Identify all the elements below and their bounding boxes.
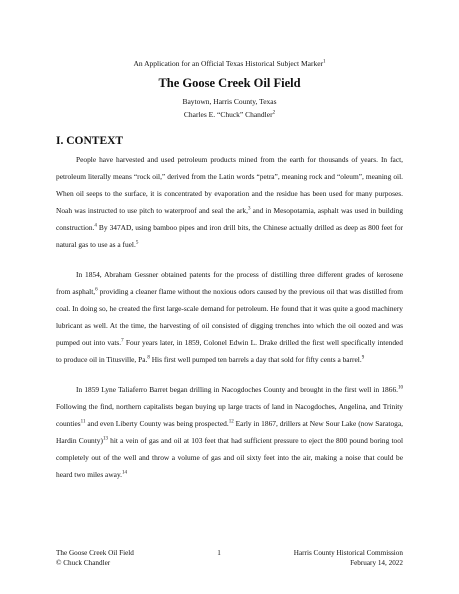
paragraph-text: Four years later, in 1859, Colonel Edwin L. Drake drilled the first well specifically intended to produce oil in Titusville, Pa. bbox=[56, 338, 403, 364]
paragraph-text: and in Mesopotamia, asphalt was used in building construction. bbox=[56, 206, 403, 232]
footer-organization: Harris County Historical Commission bbox=[293, 549, 403, 557]
subject-line bbox=[40, 59, 419, 68]
location-line: Baytown, Harris County, Texas bbox=[182, 97, 277, 106]
footnote-ref[interactable]: 1 bbox=[323, 59, 326, 65]
footer-doc-title: The Goose Creek Oil Field bbox=[56, 549, 134, 557]
footnote-ref[interactable]: 14 bbox=[122, 470, 128, 476]
paragraph-text: His first well pumped ten barrels a day that sold for fifty cents a barrel. bbox=[149, 355, 362, 364]
footnote-ref[interactable]: 8 bbox=[147, 355, 150, 361]
paragraph bbox=[56, 381, 403, 483]
paragraph-text: Following the find, northern capitalists began buying up large tracts of land in Nacogdoches, Angelina, and Trinity counties bbox=[56, 402, 403, 428]
page-number: 1 bbox=[217, 549, 221, 557]
footnote-ref[interactable]: 6 bbox=[95, 287, 98, 293]
paragraph bbox=[56, 151, 403, 253]
footer-date: February 14, 2022 bbox=[350, 559, 403, 567]
paragraph bbox=[56, 266, 403, 368]
footnote-ref[interactable]: 10 bbox=[398, 385, 403, 391]
paragraph-text: People have harvested and used petroleum products mined from the earth for thousands of years. In fact, petroleum literally means “rock oil,” derived from the Latin words “petra”, meaning rock and “oleum”, meaning oil. When oil seeps to the surface, it is concentrated by evaporation and the residue has been used for many purposes. Noah was instructed to use pitch to waterproof and seal the ark, bbox=[56, 155, 403, 215]
paragraph-text: hit a vein of gas and oil at 103 feet that had sufficient pressure to eject the 800 pound boring tool completely out of the well and throw a volume of gas and oil sixty feet into the air, making a noise that could be heard two miles away. bbox=[56, 436, 403, 479]
footnote-ref[interactable]: 7 bbox=[121, 338, 124, 344]
footnote-ref[interactable]: 4 bbox=[94, 223, 97, 229]
paragraph-text: In 1859 Lyne Taliaferro Barret began drilling in Nacogdoches County and brought in the first well in 1866. bbox=[76, 385, 398, 394]
footer-copyright: © Chuck Chandler bbox=[56, 559, 111, 567]
document-body bbox=[56, 151, 403, 496]
footer-right bbox=[294, 548, 403, 568]
paragraph-text: and even Liberty County was being prospected. bbox=[85, 419, 229, 428]
paragraph-text: providing a cleaner flame without the noxious odors caused by the previous oil that was distilled from coal. In doing so, he created the first large-scale demand for petroleum. He found that it was quite a good machinery lubricant as well. At the time, the harvesting of oil consisted of digging trenches into which the oil oozed and was pumped out into vats. bbox=[56, 287, 403, 347]
footnote-ref[interactable]: 12 bbox=[228, 419, 234, 425]
page-title: The Goose Creek Oil Field bbox=[158, 76, 301, 90]
paragraph-text: Early in 1867, drillers at New Sour Lake (now Saratoga, Hardin County) bbox=[56, 419, 403, 445]
paragraph-text: In 1854, Abraham Gessner obtained patents for the process of distilling three different grades of kerosene from asphalt, bbox=[56, 270, 403, 296]
section-heading: I. CONTEXT bbox=[56, 135, 124, 147]
author-text: Charles E. “Chuck” Chandler bbox=[183, 110, 273, 119]
footnote-ref[interactable]: 9 bbox=[361, 355, 365, 361]
footnote-ref[interactable]: 11 bbox=[80, 419, 86, 425]
author-line bbox=[40, 110, 419, 119]
footnote-ref[interactable]: 5 bbox=[135, 240, 139, 246]
paragraph-text: By 347AD, using bamboo pipes and iron drill bits, the Chinese actually drilled as deep as 800 feet for natural gas to use as a fuel. bbox=[56, 223, 403, 249]
subject-text: An Application for an Official Texas Historical Subject Marker bbox=[133, 59, 324, 68]
footnote-ref[interactable]: 13 bbox=[102, 436, 108, 442]
footnote-ref[interactable]: 3 bbox=[247, 206, 251, 212]
footnote-ref[interactable]: 2 bbox=[272, 110, 276, 116]
footer-left bbox=[56, 548, 134, 568]
